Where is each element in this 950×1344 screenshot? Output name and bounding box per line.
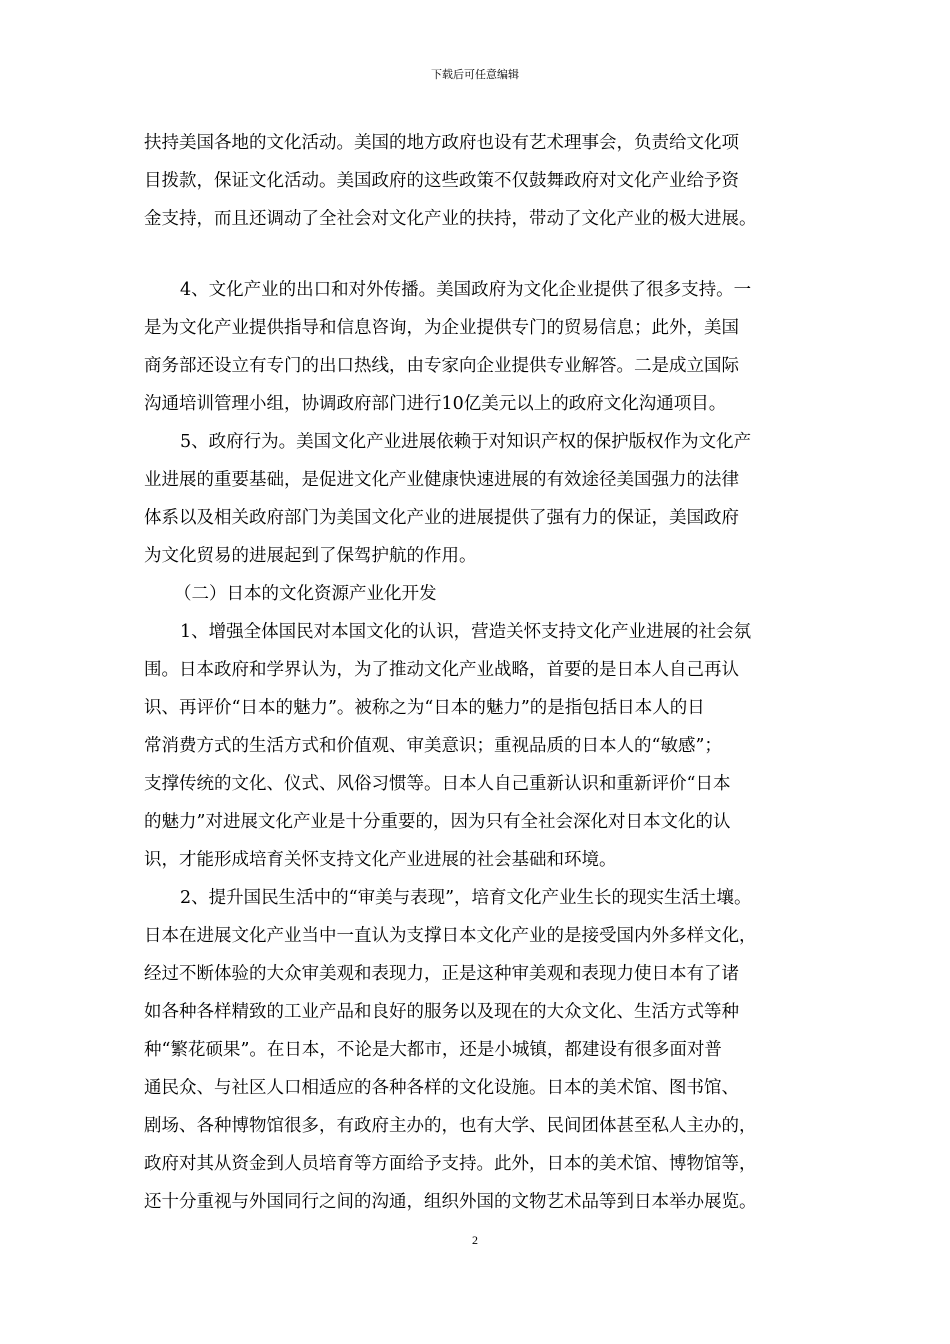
text-line: 的魅力”对进展文化产业是十分重要的，因为只有全社会深化对日本文化的认	[144, 812, 731, 832]
text-line: 支撑传统的文化、仪式、风俗习惯等。日本人自己重新认识和重新评价“日本	[144, 774, 731, 794]
section-heading: （二）日本的文化资源产业化开发	[174, 584, 437, 604]
text-line: 沟通培训管理小组，协调政府部门进行10亿美元以上的政府文化沟通项目。	[144, 394, 727, 414]
text-line: 目拨款，保证文化活动。美国政府的这些政策不仅鼓舞政府对文化产业给予资	[144, 171, 739, 191]
page-number: 2	[472, 1233, 478, 1247]
text-line: 为文化贸易的进展起到了保驾护航的作用。	[144, 546, 477, 566]
text-line: 还十分重视与外国同行之间的沟通，组织外国的文物艺术品等到日本举办展览。	[144, 1192, 757, 1212]
text-line: 商务部还设立有专门的出口热线，由专家向企业提供专业解答。二是成立国际	[144, 356, 739, 376]
text-line: 日本在进展文化产业当中一直认为支撑日本文化产业的是接受国内外多样文化，	[144, 926, 757, 946]
text-line: 识，才能形成培育关怀支持文化产业进展的社会基础和环境。	[144, 850, 617, 870]
text-line: 经过不断体验的大众审美观和表现力，正是这种审美观和表现力使日本有了诸	[144, 964, 739, 984]
text-line: 围。日本政府和学界认为，为了推动文化产业战略，首要的是日本人自己再认	[144, 660, 739, 680]
text-line: 剧场、各种博物馆很多，有政府主办的，也有大学、民间团体甚至私人主办的，	[144, 1116, 757, 1136]
text-line: 5、政府行为。美国文化产业进展依赖于对知识产权的保护版权作为文化产	[180, 432, 752, 452]
text-line: 是为文化产业提供指导和信息咨询，为企业提供专门的贸易信息；此外，美国	[144, 318, 739, 338]
text-line: 4、文化产业的出口和对外传播。美国政府为文化企业提供了很多支持。一	[180, 280, 752, 300]
text-line: 政府对其从资金到人员培育等方面给予支持。此外，日本的美术馆、博物馆等，	[144, 1154, 757, 1174]
text-line: 如各种各样精致的工业产品和良好的服务以及现在的大众文化、生活方式等种	[144, 1002, 739, 1022]
page-header: 下载后可任意编辑	[431, 68, 519, 81]
text-line: 1、增强全体国民对本国文化的认识，营造关怀支持文化产业进展的社会氛	[180, 622, 752, 642]
text-line: 识、再评价“日本的魅力”。被称之为“日本的魅力”的是指包括日本人的日	[144, 698, 705, 718]
text-line: 扶持美国各地的文化活动。美国的地方政府也设有艺术理事会，负责给文化项	[144, 133, 739, 153]
text-line: 2、提升国民生活中的“审美与表现”，培育文化产业生长的现实生活土壤。	[180, 888, 752, 908]
text-line: 通民众、与社区人口相适应的各种各样的文化设施。日本的美术馆、图书馆、	[144, 1078, 739, 1098]
text-line: 常消费方式的生活方式和价值观、审美意识；重视品质的日本人的“敏感”；	[144, 736, 722, 756]
text-line: 业进展的重要基础，是促进文化产业健康快速进展的有效途径美国强力的法律	[144, 470, 739, 490]
text-line: 种“繁花硕果”。在日本，不论是大都市，还是小城镇，都建设有很多面对普	[144, 1040, 722, 1060]
text-line: 体系以及相关政府部门为美国文化产业的进展提供了强有力的保证，美国政府	[144, 508, 739, 528]
text-line: 金支持，而且还调动了全社会对文化产业的扶持，带动了文化产业的极大进展。	[144, 209, 757, 229]
